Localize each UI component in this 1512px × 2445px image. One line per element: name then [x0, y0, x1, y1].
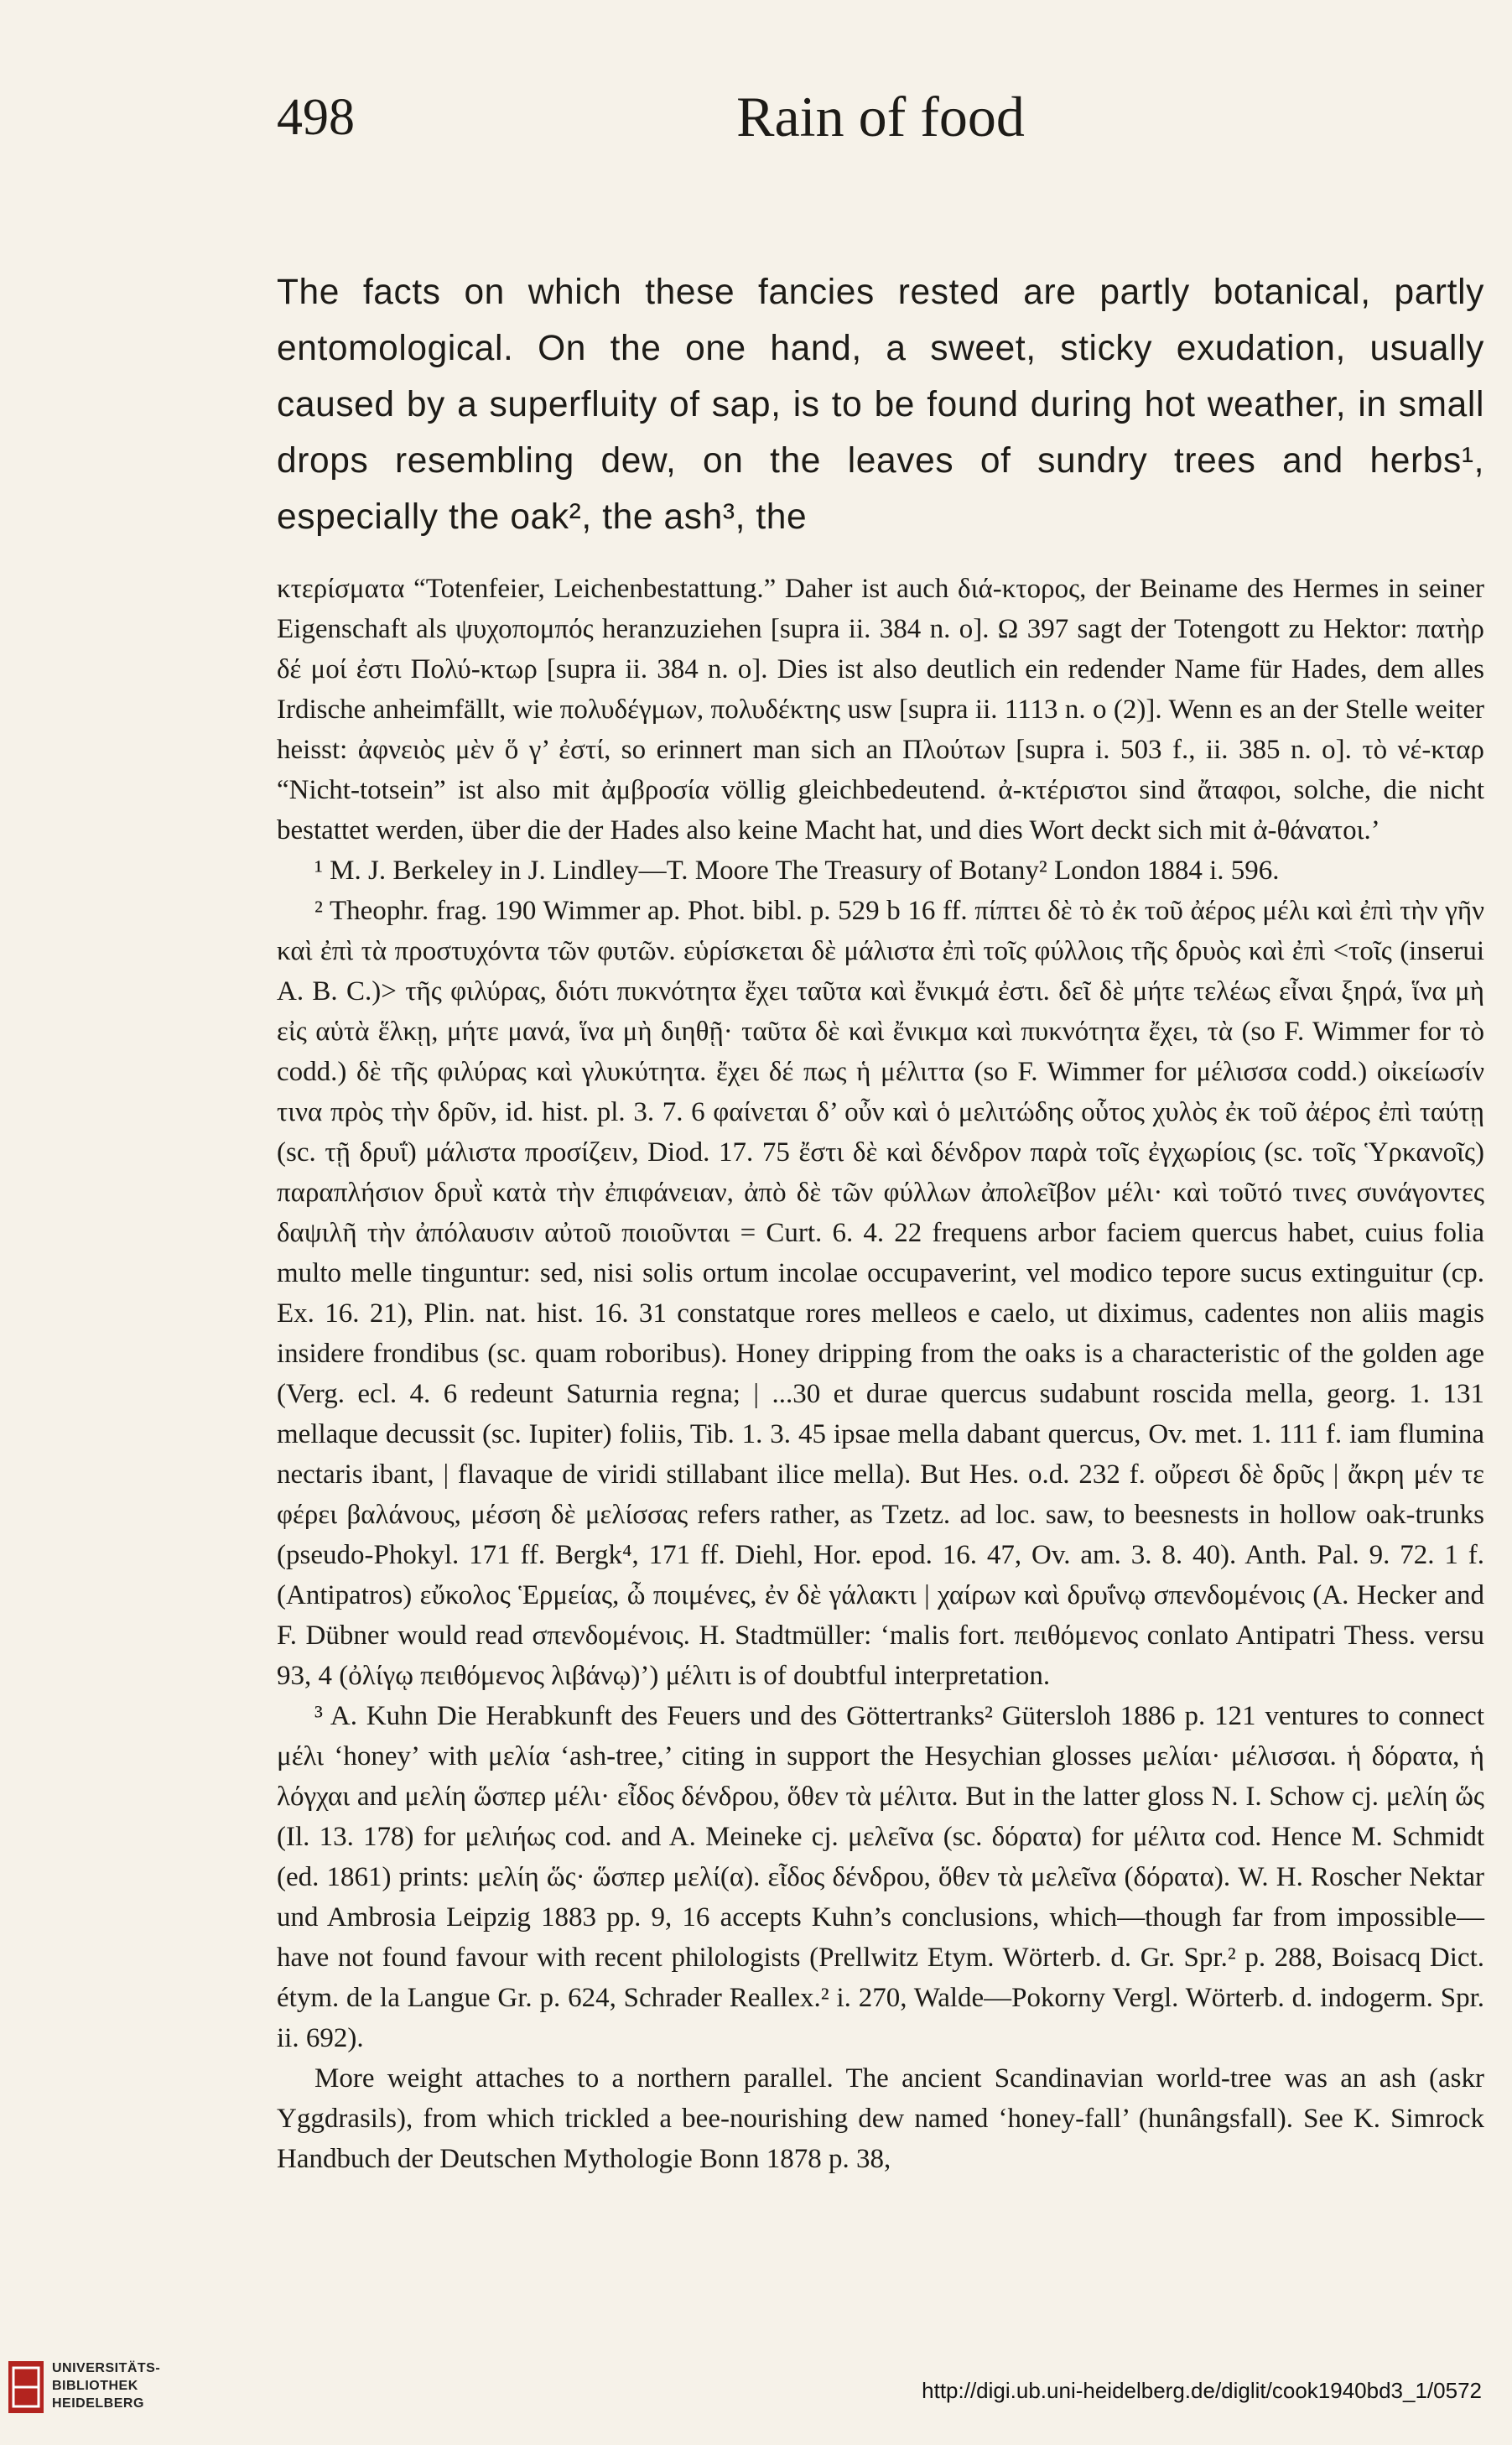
- running-head: Rain of food: [736, 85, 1025, 148]
- page-footer: [0, 2344, 1512, 2445]
- footnote-1: ¹ M. J. Berkeley in J. Lindley—T. Moore The Treasury of Botany² London 1884 i. 596.: [314, 856, 1280, 886]
- page-header: [277, 80, 1484, 155]
- main-paragraph: The facts on which these fancies rested are partly botanical, partly entomological. On the one hand, a sweet, sticky exudation, usually caused by a superfluity of sap, is to be found during hot weather, in small drops resembling dew, on the leaves of sundry trees and herbs¹, especially the oak², the ash³, the: [277, 273, 1484, 537]
- footnote-2: ² Theophr. frag. 190 Wimmer ap. Phot. bibl. p. 529 b 16 ff. πίπτει δὲ τὸ ἐκ τοῦ ἀέρος μέλι καὶ ἐπὶ τὴν γῆν καὶ ἐπὶ τὰ προστυχόντα τῶν φυτῶν. εὑρίσκεται δὲ μάλιστα ἐπὶ τοῖς φύλλοις τῆς δρυὸς καὶ ἐπὶ <τοῖς (inserui A. B. C.)> τῆς φιλύρας, διότι πυκνότητα ἔχει ταῦτα καὶ ἔνικμά ἐστι. δεῖ δὲ μήτε τελέως εἶναι ξηρά, ἵνα μὴ εἰς αὑτὰ ἕλκῃ, μήτε μανά, ἵνα μὴ διηθῇ· ταῦτα δὲ καὶ ἔνικμα καὶ πυκνότητα ἔχει, τὰ (so F. Wimmer for τὸ codd.) δὲ τῆς φιλύρας καὶ γλυκύτητα. ἔχει δέ πως ἡ μέλιττα (so F. Wimmer for μέλισσα codd.) οἰκείωσίν τινα πρὸς τὴν δρῦν, id. hist. pl. 3. 7. 6 φαίνεται δ’ οὖν καὶ ὁ μελιτώδης οὗτος χυλὸς ἐκ τοῦ ἀέρος ἐπὶ ταύτῃ (sc. τῇ δρυΐ) μάλιστα προσίζειν, Diod. 17. 75 ἔστι δὲ καὶ δένδρον παρὰ τοῖς ἐγχωρίοις (sc. τοῖς Ὑρκανοῖς) παραπλήσιον δρυῒ κατὰ τὴν ἐπιφάνειαν, ἀπὸ δὲ τῶν φύλλων ἀπολεῖβον μέλι· καὶ τοῦτό τινες συνάγοντες δαψιλῆ τὴν ἀπόλαυσιν αὐτοῦ ποιοῦνται = Curt. 6. 4. 22 frequens arbor faciem quercus habet, cuius folia multo melle tinguntur: sed, nisi solis ortum incolae occupaverint, vel modico tepore sucus extinguitur (cp. Ex. 16. 21), Plin. nat. hist. 16. 31 constatque rores melleos e caelo, ut diximus, cadentes non aliis magis insidere frondibus (sc. quam roboribus). Honey dripping from the oaks is a characteristic of the golden age (Verg. ecl. 4. 6 redeunt Saturnia regna; | ...30 et durae quercus sudabunt roscida mella, georg. 1. 131 mellaque decussit (sc. Iupiter) foliis, Tib. 1. 3. 45 ipsae mella dabant quercus, Ov. met. 1. 111 f. iam flumina nectaris ibant, | flavaque de viridi stillabant ilice mella). But Hes. o.d. 232 f. οὔρεσι δὲ δρῦς | ἄκρη μέν τε φέρει βαλάνους, μέσση δὲ μελίσσας refers rather, as Tzetz. ad loc. saw, to beesnests in hollow oak-trunks (pseudo-Phokyl. 171 ff. Bergk⁴, 171 ff. Diehl, Hor. epod. 16. 47, Ov. am. 3. 8. 40). Anth. Pal. 9. 72. 1 f. (Antipatros) εὔκολος Ἑρμείας, ὦ ποιμένες, ἐν δὲ γάλακτι | χαίρων καὶ δρυΐνῳ σπενδομένοις (A. Hecker and F. Dübner would read σπενδομένοις. H. Stadtmüller: ‘malis fort. πειθόμενος conlato Antipatri Thess. versu 93, 4 (ὀλίγῳ πειθόμενος λιβάνῳ)’) μέλιτι is of doubtful interpretation.: [277, 896, 1485, 1691]
- footnotes-section: [277, 569, 1484, 2179]
- footnote-continuation: κτερίσματα “Totenfeier, Leichenbestattung.” Daher ist auch διά-κτορος, der Beiname des Hermes in seiner Eigenschaft als ψυχοπομπός heranzuziehen [supra ii. 384 n. o]. Ω 397 sagt der Totengott zu Hektor: πατὴρ δέ μοί ἐστι Πολύ-κτωρ [supra ii. 384 n. o]. Dies ist also deutlich ein redender Name für Hades, dem alles Irdische anheimfällt, wie πολυδέγμων, πολυδέκτης usw [supra ii. 1113 n. o (2)]. Wenn es an der Stelle weiter heisst: ἀφνειὸς μὲν ὅ γ’ ἐστί, so erinnert man sich an Πλούτων [supra i. 503 f., ii. 385 n. o]. τὸ νέ-κταρ “Nicht-totsein” ist also mit ἀμβροσία völlig gleichbedeutend. ἀ-κτέριστοι sind ἄταφοι, solche, die nicht bestattet werden, über die der Hades also keine Macht hat, und dies Wort deckt sich mit ἀ-θάνατοι.’: [277, 574, 1484, 845]
- footnote-3: ³ A. Kuhn Die Herabkunft des Feuers und des Göttertranks² Gütersloh 1886 p. 121 ventures to connect μέλι ‘honey’ with μελία ‘ash-tree,’ citing in support the Hesychian glosses μελίαι· μέλισσαι. ἡ δόρατα, ἡ λόγχαι and μελίη ὥσπερ μέλι· εἶδος δένδρου, ὅθεν τὰ μέλιτα. But in the latter gloss N. I. Schow cj. μελίη ὥς (Il. 13. 178) for μελιήως cod. and A. Meineke cj. μελεῖνα (sc. δόρατα) for μέλιτα cod. Hence M. Schmidt (ed. 1861) prints: μελίη ὥς· ὥσπερ μελί(α). εἶδος δένδρου, ὅθεν τὰ μελεῖνα (δόρατα). W. H. Roscher Nektar und Ambrosia Leipzig 1883 pp. 9, 16 accepts Kuhn’s conclusions, which—though far from impossible—have not found favour with recent philologists (Prellwitz Etym. Wörterb. d. Gr. Spr.² p. 288, Boisacq Dict. étym. de la Langue Gr. p. 624, Schrader Reallex.² i. 270, Walde—Pokorny Vergl. Wörterb. d. indogerm. Spr. ii. 692).: [277, 1701, 1484, 2053]
- heidelberg-library-logo-icon: [8, 2361, 44, 2413]
- library-name: UNIVERSITÄTS- BIBLIOTHEK HEIDELBERG: [52, 2361, 161, 2411]
- page-number: 498: [277, 89, 355, 146]
- source-url-link[interactable]: http://digi.ub.uni-heidelberg.de/diglit/cook1940bd3_1/0572: [922, 2378, 1482, 2403]
- book-page: [277, 80, 1484, 2179]
- closing-paragraph: More weight attaches to a northern parallel. The ancient Scandinavian world-tree was an ash (askr Yggdrasils), from which trickled a bee-nourishing dew named ‘honey-fall’ (hunângsfall). See K. Simrock Handbuch der Deutschen Mythologie Bonn 1878 p. 38,: [277, 2063, 1484, 2174]
